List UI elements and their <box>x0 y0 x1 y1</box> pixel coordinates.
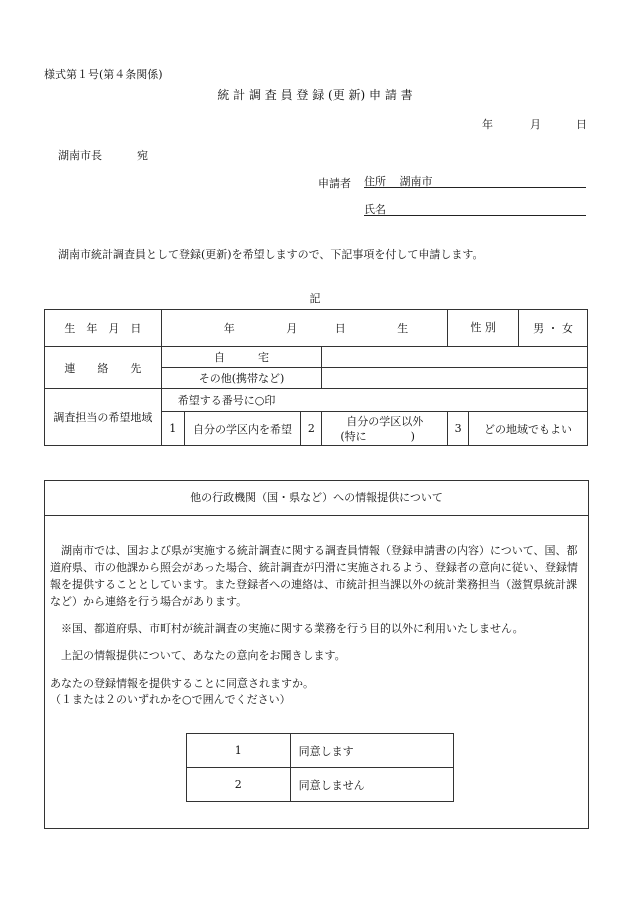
consent-question: あなたの登録情報を提供することに同意されますか。 <box>50 677 314 690</box>
contact-label: 連 絡 先 <box>45 347 162 389</box>
area-instruction: 希望する番号に○印 <box>161 389 587 412</box>
birth-year-label: 年 <box>223 322 235 335</box>
other-phone-field[interactable] <box>322 368 588 389</box>
area-option-2-number[interactable]: 2 <box>301 412 322 446</box>
area-option-1-number[interactable]: 1 <box>161 412 184 446</box>
name-field[interactable] <box>364 201 586 216</box>
area-option-3-number[interactable]: 3 <box>448 412 469 446</box>
date-year-label: 年 <box>482 118 493 131</box>
birth-date-label: 生 年 月 日 <box>45 310 162 347</box>
address-value: 湖南市 <box>399 175 433 188</box>
info-paragraph-1: 湖南市では、国および県が実施する統計調査に関する調査員情報（登録申請書の内容）について、国、都道府県、市の他課から照会があった場合、統計調査が円滑に実施されるよう、登録者の意向に従い、登録情報を提供することとしています。また登録者への連絡は、市統計担当課以外の統計業務担当（滋賀県統計課など）から連絡を行う場合があります。 <box>50 544 578 608</box>
birth-day-label: 日 <box>334 322 346 335</box>
consent-choice-1-number[interactable]: 1 <box>187 734 291 768</box>
consent-choice-1-text[interactable]: 同意します <box>290 734 453 768</box>
area-option-2-note: (特に ) <box>340 429 415 443</box>
ki-label: 記 <box>309 292 321 305</box>
consent-choices-table <box>186 733 454 802</box>
applicant-label: 申請者 <box>318 177 351 190</box>
birth-month-label: 月 <box>286 322 298 335</box>
gender-options[interactable]: 男 ・ 女 <box>533 322 574 335</box>
info-paragraph-2: ※国、都道府県、市町村が統計調査の実施に関する業務を行う目的以外に利用いたしません。 <box>61 622 524 635</box>
info-provision-title: 他の行政機関（国・県など）への情報提供について <box>45 481 588 516</box>
gender-label: 性 別 <box>448 310 519 346</box>
area-option-2-cell[interactable] <box>322 412 448 446</box>
date-day-label: 日 <box>576 118 587 131</box>
consent-instruction: （１または２のいずれかを○で囲んでください） <box>50 693 291 706</box>
intro-text: 湖南市統計調査員として登録(更新)を希望しますので、下記事項を付して申請します。 <box>58 248 484 261</box>
address-field[interactable] <box>364 173 586 188</box>
home-phone-label: 自 宅 <box>161 347 322 368</box>
name-label: 氏名 <box>364 203 386 216</box>
addressee-honorific: 宛 <box>137 149 148 162</box>
gender-cell <box>448 310 588 347</box>
info-paragraph-3: 上記の情報提供について、あなたの意向をお聞きします。 <box>61 649 346 662</box>
home-phone-field[interactable] <box>322 347 588 368</box>
other-phone-label: その他(携帯など) <box>161 368 322 389</box>
consent-choice-2-number[interactable]: 2 <box>187 768 291 802</box>
addressee: 湖南市長 <box>58 149 102 162</box>
area-option-2-text: 自分の学区以外 <box>346 414 424 428</box>
address-label: 住所 <box>364 175 386 188</box>
birth-suffix-label: 生 <box>397 322 409 335</box>
date-month-label: 月 <box>530 118 541 131</box>
birth-date-field[interactable] <box>161 310 447 347</box>
area-option-3-text[interactable]: どの地域でもよい <box>469 412 588 446</box>
page-title: 統 計 調 査 員 登 録 (更 新) 申 請 書 <box>217 88 413 102</box>
area-preference-label: 調査担当の希望地域 <box>45 389 162 446</box>
form-number: 様式第１号(第４条関係) <box>44 68 163 81</box>
area-option-1-text[interactable]: 自分の学区内を希望 <box>184 412 301 446</box>
consent-choice-2-text[interactable]: 同意しません <box>290 768 453 802</box>
info-table <box>44 309 588 446</box>
